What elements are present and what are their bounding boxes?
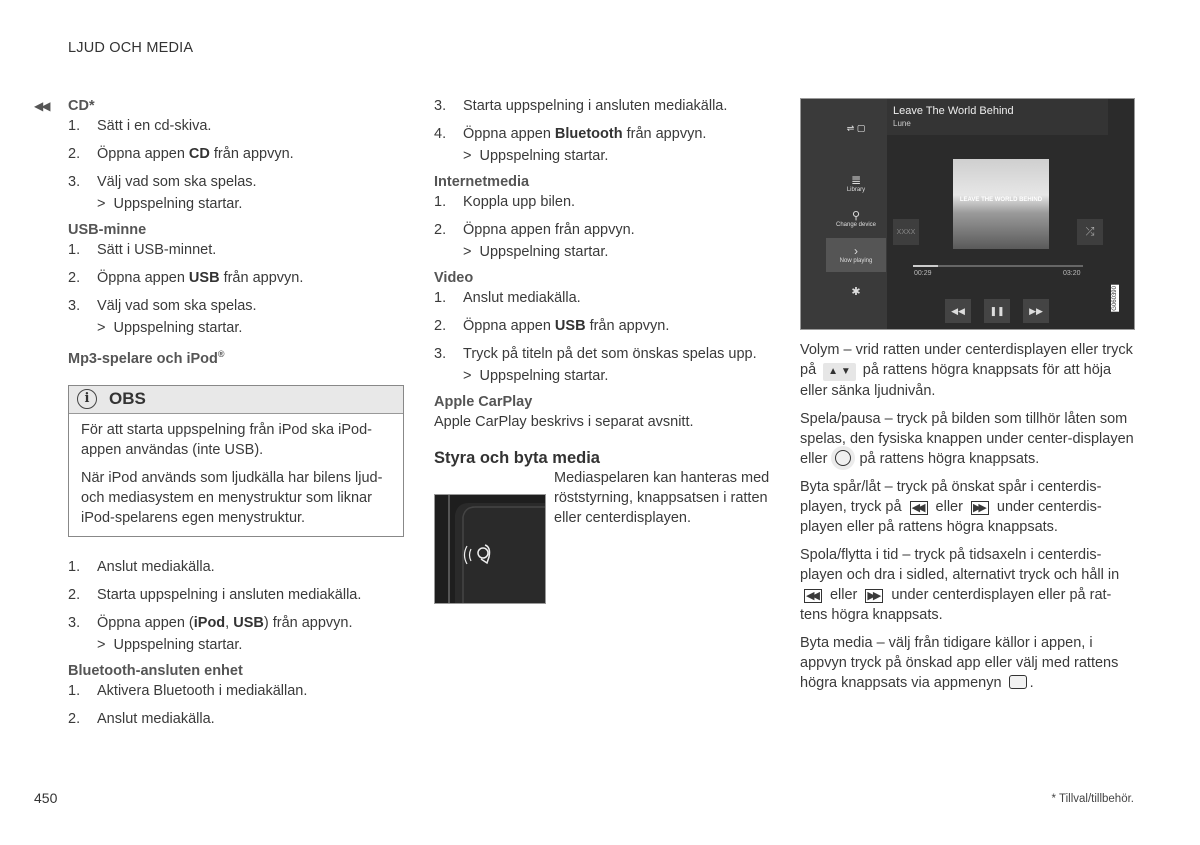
list-item: 2. Öppna appen från appvyn. [434, 222, 635, 238]
column-1 [34, 96, 404, 737]
result-line: > Uppspelning startar. [463, 244, 609, 260]
list-item: 2. Öppna appen USB från appvyn. [434, 318, 670, 334]
info-icon: i [77, 389, 97, 409]
voice-control-icon [435, 495, 545, 603]
styra-text: Mediaspelaren kan hanteras med röststyrning, knappsatsen i ratten eller centerdisplayen. [554, 470, 770, 526]
usb-icon[interactable]: ⇌ ▢ [846, 123, 866, 133]
list-item: 1. Sätt i USB-minnet. [68, 242, 217, 258]
back-arrow-icon[interactable]: ◀◀ [34, 99, 49, 113]
list-item: 2. Starta uppspelning i ansluten mediakälla. [68, 586, 362, 603]
column-3 [800, 340, 1136, 701]
carplay-text: Apple CarPlay beskrivs i separat avsnitt. [434, 414, 694, 430]
previous-icon: ◀◀ [910, 501, 928, 515]
list-item: 1. Sätt i en cd-skiva. [68, 118, 212, 134]
list-item: 2. Öppna appen CD från appvyn. [68, 146, 294, 162]
side-item-library[interactable]: ≣ Library [846, 173, 866, 193]
previous-icon: ◀◀ [804, 589, 822, 603]
play-pause-button-icon [835, 450, 851, 466]
song-title: Leave The World Behind [893, 105, 1014, 117]
time-elapsed: 00:29 [914, 270, 932, 277]
page-number: 450 [34, 790, 58, 806]
next-track-icon[interactable]: ▶▶ [1023, 299, 1049, 323]
result-line: > Uppspelning startar. [463, 368, 609, 384]
album-art-text: LEAVE THE WORLD BEHIND [959, 197, 1043, 203]
internet-heading: Internetmedia [434, 174, 530, 190]
bluetooth-icon[interactable]: ✱ [851, 286, 861, 298]
spola-paragraph: Spola/flytta i tid – tryck på tidsaxeln i centerdis-playen och dra i sidled, alternativt tryck och håll in ◀◀ eller ▶▶ under centerdisplayen eller på rat-tens högra knappsats. [800, 547, 1120, 623]
obs-body: För att starta uppspelning från iPod ska iPod-appen användas (inte USB). När iPod används som ljudkälla har bilens ljud- och mediasystem en menystruktur som liknar iPod-spelarens egen menystruktur. [81, 421, 383, 526]
list-item: 1. Aktivera Bluetooth i mediakällan. [68, 682, 308, 699]
list-item: 1. Anslut mediakälla. [434, 290, 581, 306]
side-item-now-playing[interactable]: › Now playing [839, 244, 873, 264]
list-item: 3. Välj vad som ska spelas. [68, 298, 257, 314]
carplay-heading: Apple CarPlay [434, 394, 533, 410]
obs-note-box [68, 385, 404, 537]
list-item: 2. Öppna appen USB från appvyn. [68, 270, 304, 286]
list-item: 2. Anslut mediakälla. [68, 710, 215, 727]
time-total: 03:20 [1063, 270, 1081, 277]
source-button[interactable]: XXXX [893, 219, 919, 245]
next-icon: ▶▶ [971, 501, 989, 515]
list-item: 3. Tryck på titeln på det som önskas spelas upp. [434, 346, 757, 362]
byta-media-paragraph: Byta media – välj från tidigare källor i appen, i appvyn tryck på önskad app eller välj med rattens högra knappsats via appmenyn . [800, 635, 1119, 691]
footnote: * Tillval/tillbehör. [1051, 793, 1134, 805]
progress-fill [913, 265, 938, 267]
side-item-change-device[interactable]: ⚲ Change device [835, 210, 877, 228]
result-line: > Uppspelning startar. [463, 148, 609, 164]
next-icon: ▶▶ [865, 589, 883, 603]
result-line: > Uppspelning startar. [97, 320, 243, 336]
cd-heading: CD* [68, 98, 95, 114]
volume-up-down-icon: ▲ ▼ [823, 363, 856, 381]
mp3-heading: Mp3-spelare och iPod® [68, 349, 225, 367]
voice-button-photo [434, 494, 546, 604]
figure-code: G060390 [1112, 286, 1118, 311]
pause-icon[interactable]: ❚❚ [984, 299, 1010, 323]
styra-heading: Styra och byta media [434, 449, 600, 467]
bt-heading: Bluetooth-ansluten enhet [68, 662, 243, 679]
result-line: > Uppspelning startar. [97, 196, 243, 212]
usb-heading: USB-minne [68, 222, 147, 238]
center-display-screenshot [800, 98, 1135, 330]
song-artist: Lune [893, 119, 911, 128]
spela-paragraph: Spela/pausa – tryck på bilden som tillhör låten som spelas, den fysiska knappen under center-displayen eller på rattens högra knappsats. [800, 411, 1134, 467]
list-item: 4. Öppna appen Bluetooth från appvyn. [434, 126, 707, 142]
progress-track[interactable] [913, 265, 1083, 267]
section-header: LJUD OCH MEDIA [68, 40, 194, 56]
previous-track-icon[interactable]: ◀◀ [945, 299, 971, 323]
cd-heading-row [34, 96, 404, 116]
list-item: 1. Koppla upp bilen. [434, 194, 576, 210]
list-item: 3. Välj vad som ska spelas. [68, 174, 257, 190]
result-line: > Uppspelning startar. [97, 636, 243, 653]
album-art[interactable] [953, 159, 1049, 249]
volym-paragraph: Volym – vrid ratten under centerdisplayen eller tryck på ▲ ▼ på rattens högra knappsats för att höja eller sänka ljudnivån. [800, 342, 1133, 399]
list-item: 1. Anslut mediakälla. [68, 558, 215, 575]
video-heading: Video [434, 270, 474, 286]
shuffle-icon[interactable]: ⤮ [1077, 219, 1103, 245]
list-item: 3. Starta uppspelning i ansluten mediakälla. [434, 98, 728, 114]
byta-spar-paragraph: Byta spår/låt – tryck på önskat spår i centerdis-playen, tryck på ◀◀ eller ▶▶ under centerdis-playen eller på rattens högra knappsats. [800, 479, 1102, 535]
list-item: 3. Öppna appen (iPod, USB) från appvyn. [68, 614, 353, 631]
obs-header: i OBS [69, 386, 403, 414]
column-2 [434, 96, 770, 536]
app-menu-icon [1009, 675, 1027, 689]
